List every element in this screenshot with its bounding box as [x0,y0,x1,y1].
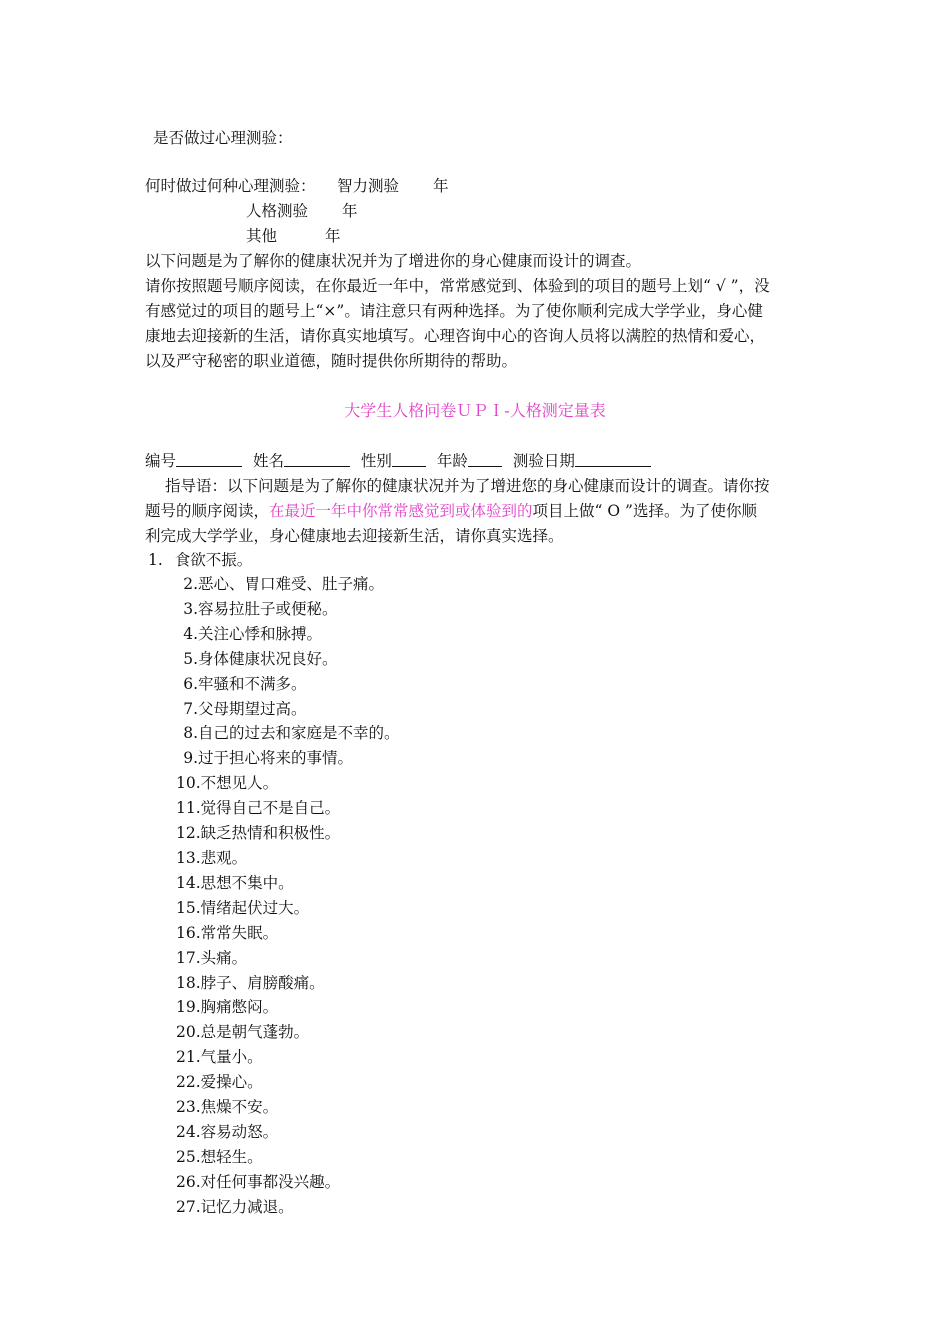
item-number: 23. [176,1098,201,1117]
test-year-intelligence: 年 [433,177,449,195]
item-text: 牢骚和不满多。 [198,674,307,693]
list-item [176,946,400,971]
test-name-intelligence: 智力测验 [337,177,400,195]
list-item [176,1095,400,1120]
test-name-other: 其他 [246,227,278,245]
list-item [176,572,400,597]
question-done-test: 是否做过心理测验： [153,129,293,147]
item-text: 记忆力减退。 [200,1197,294,1216]
guide-line-2-end: 项目上做“ O ”选择。为了使你顺 [532,502,757,520]
list-item [176,672,400,697]
item-number: 4. [183,624,198,643]
gender-label: 性别 [360,452,392,470]
id-label: 编号 [145,452,177,470]
date-field[interactable] [575,450,651,467]
item-number: 12. [176,824,201,843]
item-number: 24. [176,1122,201,1141]
item-number: 1. [148,551,163,569]
date-label: 测验日期 [512,452,575,470]
item-text: 食欲不振。 [174,551,253,569]
intro-line-4: 康地去迎接新的生活，请你真实地填写。心理咨询中心的咨询人员将以满腔的热情和爱心， [145,327,766,345]
list-item [176,1120,400,1145]
intro-line-1: 以下问题是为了解你的健康状况并为了增进你的身心健康而设计的调查。 [145,252,642,270]
item-number: 11. [176,799,201,818]
item-text: 容易动怒。 [200,1122,279,1141]
list-item [176,647,400,672]
item-number: 3. [183,599,198,618]
item-number: 7. [183,699,198,718]
list-item [176,771,400,796]
item-number: 8. [183,724,198,743]
item-text: 想轻生。 [200,1147,263,1166]
item-text: 胸痛憋闷。 [200,998,279,1017]
item-text: 头痛。 [200,948,248,967]
item-number: 2. [183,575,198,593]
item-number: 19. [176,998,201,1017]
item-text: 父母期望过高。 [198,699,307,718]
item-text: 情绪起伏过大。 [200,898,310,917]
intro-line-5: 以及严守秘密的职业道德，随时提供你所期待的帮助。 [145,352,518,370]
list-item [176,921,400,946]
test-name-personality: 人格测验 [246,202,309,220]
list-item [176,697,400,722]
item-number: 6. [183,674,198,693]
name-field[interactable] [284,450,350,467]
item-text: 缺乏热情和积极性。 [200,824,341,843]
item-text: 悲观。 [200,848,248,867]
list-item [176,1020,400,1045]
guide-highlight: 在最近一年中你常常感觉到或体验到的 [269,502,533,520]
gender-field[interactable] [392,450,426,467]
item-number: 5. [183,649,198,668]
id-field[interactable] [176,450,242,467]
item-text: 自己的过去和家庭是不幸的。 [198,724,400,743]
list-item [176,597,400,622]
guide-line-2 [145,499,757,524]
item-number: 16. [176,923,201,942]
list-item [176,871,400,896]
item-number: 22. [176,1073,201,1092]
list-item [176,1170,400,1195]
list-item [176,746,400,771]
item-text: 思想不集中。 [200,873,294,892]
item-text: 脖子、肩膀酸痛。 [200,973,325,992]
list-item [176,796,400,821]
list-item [176,896,400,921]
item-text: 焦燥不安。 [200,1098,279,1117]
list-item [176,1145,400,1170]
list-item [176,846,400,871]
list-item [176,821,400,846]
item-number: 17. [176,948,201,967]
list-item [176,1195,400,1220]
name-label: 姓名 [252,452,284,470]
item-number: 25. [176,1147,201,1166]
item-text: 容易拉肚子或便秘。 [198,599,338,618]
item-text: 关注心悸和脉搏。 [198,624,323,643]
item-text: 不想见人。 [200,774,279,793]
item-number: 18. [176,973,201,992]
item-number: 13. [176,848,201,867]
item-text: 爱操心。 [200,1073,263,1092]
item-number: 10. [176,774,201,793]
item-number: 15. [176,898,201,917]
item-text: 恶心、胃口难受、肚子痛。 [198,575,385,593]
question-list [176,572,400,1220]
test-year-personality: 年 [342,202,358,220]
list-item [176,721,400,746]
item-number: 14. [176,873,201,892]
item-text: 对任何事都没兴趣。 [200,1172,341,1191]
question-when-test: 何时做过何种心理测验： [145,177,316,195]
item-number: 21. [176,1048,201,1067]
guide-line-2-start: 题号的顺序阅读， [145,502,270,520]
item-text: 过于担心将来的事情。 [198,749,354,768]
item-text: 总是朝气蓬勃。 [200,1023,310,1042]
list-item [176,995,400,1020]
list-item [176,1070,400,1095]
questionnaire-title: 大学生人格问卷ＵＰＩ-人格测定量表 [344,401,606,420]
list-item-1 [148,548,252,573]
list-item [176,971,400,996]
test-year-other: 年 [325,227,341,245]
item-number: 9. [183,749,198,768]
item-text: 气量小。 [200,1048,263,1067]
item-number: 27. [176,1197,201,1216]
guide-line-3: 利完成大学学业，身心健康地去迎接新生活，请你真实选择。 [145,527,564,545]
list-item [176,622,400,647]
age-field[interactable] [468,450,502,467]
age-label: 年龄 [436,452,468,470]
intro-line-2: 请你按照题号顺序阅读，在你最近一年中，常常感觉到、体验到的项目的题号上划“ √ ”，没 [145,277,770,295]
list-item [176,1045,400,1070]
intro-line-3: 有感觉过的项目的题号上“×”。请注意只有两种选择。为了使你顺利完成大学学业，身心健 [145,302,763,320]
item-number: 26. [176,1172,201,1191]
item-text: 身体健康状况良好。 [198,649,338,668]
item-number: 20. [176,1023,201,1042]
item-text: 常常失眠。 [200,923,279,942]
item-text: 觉得自己不是自己。 [200,799,341,818]
guide-line-1: 指导语：以下问题是为了解你的健康状况并为了增进您的身心健康而设计的调查。请你按 [165,477,770,495]
info-form-row [145,449,651,474]
